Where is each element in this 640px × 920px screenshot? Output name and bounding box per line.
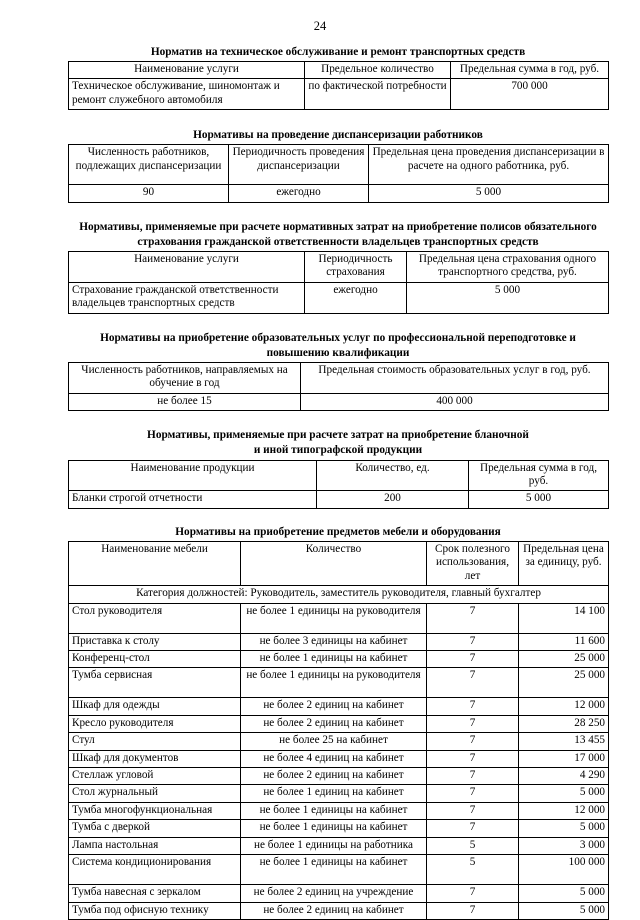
column-header: Периодичность страхования: [305, 251, 407, 282]
cell-useful-life: 7: [427, 785, 519, 802]
table-row: [69, 185, 609, 202]
cell-unit-price: 12 000: [519, 698, 609, 715]
cell-quantity: не более 1 единицы на кабинет: [241, 820, 427, 837]
cell-furniture-name: Стеллаж угловой: [69, 768, 241, 785]
table-header-row: [69, 145, 609, 185]
cell-service-name: Страхование гражданской ответственности владельцев транспортных средств: [69, 282, 305, 313]
cell-useful-life: 7: [427, 668, 519, 698]
section-vehicle-maintenance: [68, 46, 608, 110]
cell-useful-life: 7: [427, 603, 519, 633]
table-row: [69, 785, 609, 802]
column-header: Предельная цена за единицу, руб.: [519, 542, 609, 586]
section-title-line2: страхования гражданской ответственности владельцев транспортных средств: [137, 235, 539, 248]
cell-frequency: ежегодно: [229, 185, 369, 202]
printing-products-table: [68, 460, 609, 509]
table-row: [69, 79, 609, 110]
cell-unit-price: 28 250: [519, 715, 609, 732]
column-header: Предельная сумма в год, руб.: [469, 460, 609, 491]
section-title: Нормативы, применяемые при расчете затрат на приобретение бланочной: [147, 429, 529, 442]
column-header: Наименование услуги: [69, 251, 305, 282]
cell-useful-life: 7: [427, 885, 519, 902]
cell-quantity: не более 3 единицы на кабинет: [241, 633, 427, 650]
cell-furniture-name: Стол руководителя: [69, 603, 241, 633]
cell-unit-price: 12 000: [519, 802, 609, 819]
cell-unit-price: 11 600: [519, 633, 609, 650]
cell-amount: 5 000: [469, 491, 609, 508]
cell-quantity: не более 1 единицы на кабинет: [241, 651, 427, 668]
cell-useful-life: 7: [427, 820, 519, 837]
cell-furniture-name: Тумба многофункциональная: [69, 802, 241, 819]
category-row: [69, 586, 609, 603]
table-row: [69, 820, 609, 837]
cell-useful-life: 7: [427, 768, 519, 785]
page-number: 24: [313, 19, 327, 33]
cell-frequency: ежегодно: [305, 282, 407, 313]
section-title: Норматив на техническое обслуживание и ремонт транспортных средств: [150, 45, 526, 58]
cell-furniture-name: Кресло руководителя: [69, 715, 241, 732]
section-title-line2: повышению квалификации: [266, 346, 410, 359]
cell-quantity: не более 1 единиц на кабинет: [241, 785, 427, 802]
table-row: [69, 733, 609, 750]
cell-unit-price: 5 000: [519, 820, 609, 837]
cell-quantity: не более 2 единиц на кабинет: [241, 715, 427, 732]
cell-quantity: не более 2 единиц на кабинет: [241, 698, 427, 715]
table-row: [69, 282, 609, 313]
cell-useful-life: 7: [427, 698, 519, 715]
column-header: Численность работников, подлежащих диспансеризации: [69, 145, 229, 185]
cell-cost: 400 000: [301, 393, 609, 410]
cell-furniture-name: Приставка к столу: [69, 633, 241, 650]
section-osago-insurance: [68, 221, 608, 314]
cell-furniture-name: Стол журнальный: [69, 785, 241, 802]
cell-useful-life: 7: [427, 802, 519, 819]
cell-unit-price: 5 000: [519, 902, 609, 919]
section-title: Нормативы на проведение диспансеризации работников: [193, 128, 483, 141]
cell-quantity: не более 1 единицы на руководителя: [241, 668, 427, 698]
cell-quantity: не более 4 единиц на кабинет: [241, 750, 427, 767]
document-content: [0, 33, 640, 920]
table-row: [69, 698, 609, 715]
column-header: Предельная цена страхования одного транспортного средства, руб.: [407, 251, 609, 282]
cell-unit-price: 3 000: [519, 837, 609, 854]
cell-product-name: Бланки строгой отчетности: [69, 491, 317, 508]
table-header-row: [69, 61, 609, 78]
column-header: Численность работников, направляемых на обучение в год: [69, 362, 301, 393]
cell-useful-life: 7: [427, 715, 519, 732]
cell-price: 5 000: [407, 282, 609, 313]
cell-unit-price: 5 000: [519, 885, 609, 902]
cell-useful-life: 7: [427, 651, 519, 668]
cell-unit-price: 25 000: [519, 668, 609, 698]
column-header: Срок полезного использования, лет: [427, 542, 519, 586]
table-header-row: [69, 362, 609, 393]
cell-price: 5 000: [369, 185, 609, 202]
cell-unit-price: 100 000: [519, 855, 609, 885]
category-label: Категория должностей: Руководитель, заместитель руководителя, главный бухгалтер: [69, 586, 609, 603]
cell-furniture-name: Шкаф для одежды: [69, 698, 241, 715]
table-row: [69, 668, 609, 698]
table-row: [69, 651, 609, 668]
column-header: Наименование мебели: [69, 542, 241, 586]
furniture-table: [68, 541, 609, 920]
cell-furniture-name: Система кондиционирования: [69, 855, 241, 885]
cell-unit-price: 4 290: [519, 768, 609, 785]
cell-quantity: не более 2 единиц на учреждение: [241, 885, 427, 902]
section-medical-examination: [68, 129, 608, 203]
education-services-table: [68, 362, 609, 411]
cell-furniture-name: Конференц-стол: [69, 651, 241, 668]
cell-service-name: Техническое обслуживание, шиномонтаж и ремонт служебного автомобиля: [69, 79, 305, 110]
cell-furniture-name: Стул: [69, 733, 241, 750]
cell-unit-price: 25 000: [519, 651, 609, 668]
table-row: [69, 855, 609, 885]
column-header: Периодичность проведения диспансеризации: [229, 145, 369, 185]
section-title: Нормативы на приобретение образовательных услуг по профессиональной переподготовке и: [100, 331, 576, 344]
cell-furniture-name: Тумба под офисную технику: [69, 902, 241, 919]
column-header: Предельная цена проведения диспансеризации в расчете на одного работника, руб.: [369, 145, 609, 185]
column-header: Предельная сумма в год, руб.: [451, 61, 609, 78]
cell-useful-life: 5: [427, 837, 519, 854]
column-header: Количество, ед.: [317, 460, 469, 491]
cell-useful-life: 7: [427, 733, 519, 750]
cell-furniture-name: Тумба навесная с зеркалом: [69, 885, 241, 902]
column-header: Наименование услуги: [69, 61, 305, 78]
cell-furniture-name: Шкаф для документов: [69, 750, 241, 767]
vehicle-maintenance-table: [68, 61, 609, 110]
table-row: [69, 393, 609, 410]
cell-useful-life: 7: [427, 750, 519, 767]
table-header-row: [69, 251, 609, 282]
section-title-line2: и иной типографской продукции: [253, 444, 423, 457]
cell-headcount: 90: [69, 185, 229, 202]
column-header: Предельное количество: [305, 61, 451, 78]
table-row: [69, 603, 609, 633]
cell-unit-price: 17 000: [519, 750, 609, 767]
table-row: [69, 768, 609, 785]
table-header-row: [69, 460, 609, 491]
osago-insurance-table: [68, 251, 609, 314]
table-row: [69, 885, 609, 902]
column-header: Предельная стоимость образовательных услуг в год, руб.: [301, 362, 609, 393]
section-printing-products: [68, 429, 608, 509]
cell-headcount: не более 15: [69, 393, 301, 410]
table-row: [69, 491, 609, 508]
cell-quantity: не более 1 единицы на кабинет: [241, 855, 427, 885]
table-row: [69, 802, 609, 819]
table-row: [69, 750, 609, 767]
column-header: Наименование продукции: [69, 460, 317, 491]
cell-quantity: не более 25 на кабинет: [241, 733, 427, 750]
section-title: Нормативы, применяемые при расчете нормативных затрат на приобретение полисов обязательного: [79, 220, 597, 233]
table-row: [69, 715, 609, 732]
section-title: Нормативы на приобретение предметов мебели и оборудования: [175, 525, 501, 538]
section-education-services: [68, 332, 608, 412]
cell-quantity: не более 1 единицы на кабинет: [241, 802, 427, 819]
cell-quantity: 200: [317, 491, 469, 508]
cell-furniture-name: Тумба сервисная: [69, 668, 241, 698]
table-header-row: [69, 542, 609, 586]
cell-quantity: не более 1 единицы на работника: [241, 837, 427, 854]
cell-amount: 700 000: [451, 79, 609, 110]
cell-quantity: не более 2 единиц на кабинет: [241, 768, 427, 785]
cell-unit-price: 5 000: [519, 785, 609, 802]
cell-furniture-name: Лампа настольная: [69, 837, 241, 854]
cell-useful-life: 7: [427, 633, 519, 650]
cell-unit-price: 13 455: [519, 733, 609, 750]
cell-furniture-name: Тумба с дверкой: [69, 820, 241, 837]
cell-quantity: не более 2 единиц на кабинет: [241, 902, 427, 919]
cell-unit-price: 14 100: [519, 603, 609, 633]
table-row: [69, 837, 609, 854]
column-header: Количество: [241, 542, 427, 586]
table-row: [69, 633, 609, 650]
cell-useful-life: 5: [427, 855, 519, 885]
medical-examination-table: [68, 144, 609, 202]
cell-quantity: не более 1 единицы на руководителя: [241, 603, 427, 633]
section-furniture: [68, 526, 608, 920]
cell-useful-life: 7: [427, 902, 519, 919]
cell-quantity: по фактической потребности: [305, 79, 451, 110]
